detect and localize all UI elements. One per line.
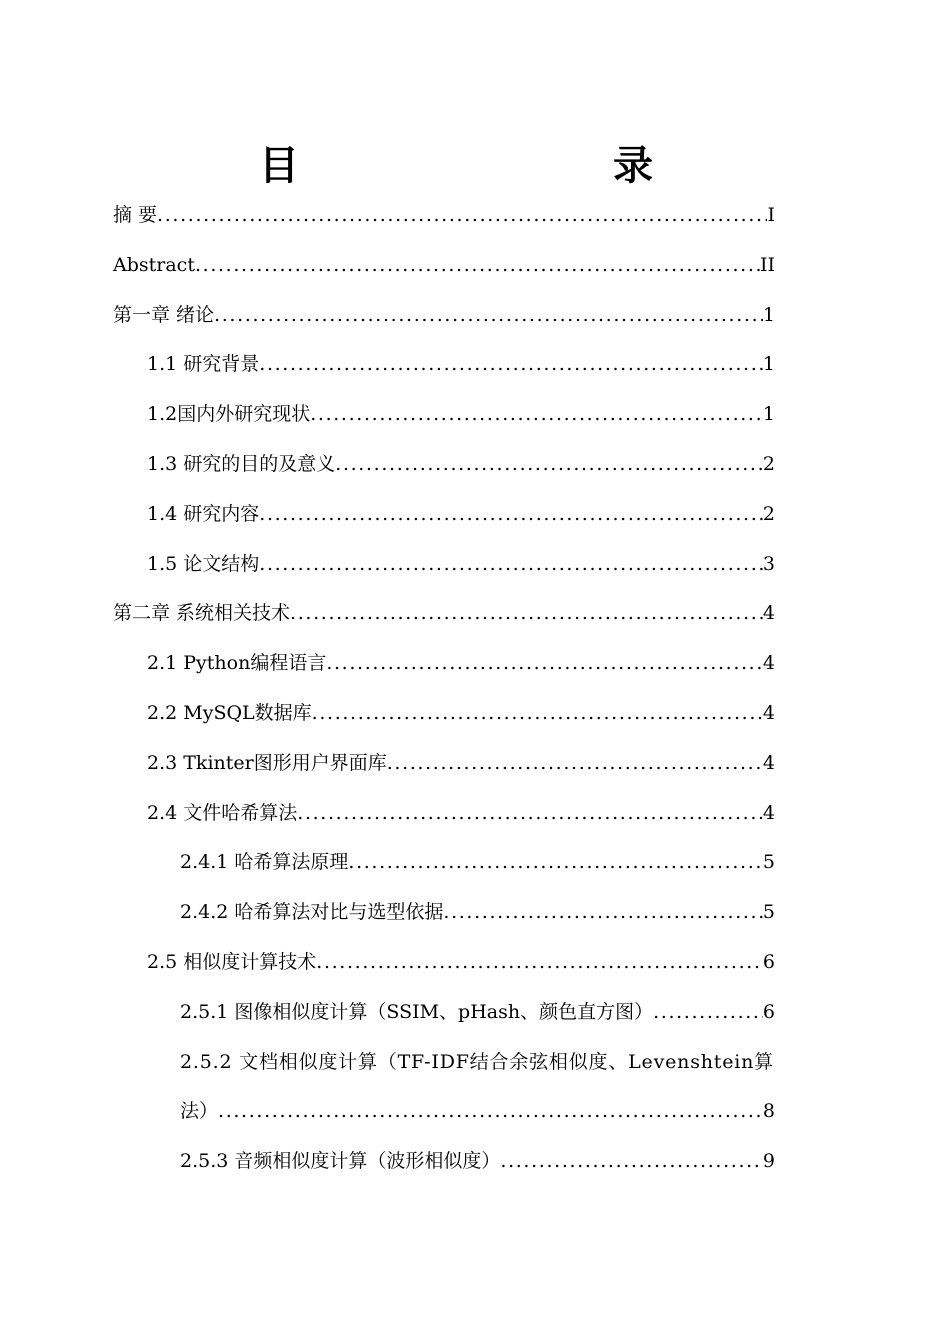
toc-entry-1-1[interactable] xyxy=(113,340,775,390)
toc-entry-text: 1.5 论文结构 xyxy=(147,552,260,575)
toc-dot-leader xyxy=(290,589,763,639)
toc-entry-2-3[interactable] xyxy=(113,739,775,789)
toc-entry-chapter-1[interactable] xyxy=(113,291,775,341)
toc-dot-leader xyxy=(443,888,763,938)
toc-title: 目 录 xyxy=(259,142,731,189)
toc-entry-2-1[interactable] xyxy=(113,639,775,689)
toc-entry-text: 摘 要 xyxy=(113,204,158,226)
toc-dot-leader xyxy=(259,540,763,590)
toc-page-number: 9 xyxy=(762,1150,775,1173)
toc-entry-abstract-en[interactable] xyxy=(113,241,775,291)
toc-entry-text: 2.2 MySQL数据库 xyxy=(147,701,312,724)
toc-dot-leader xyxy=(214,291,763,341)
toc-entry-text: 2.5.1 图像相似度计算（SSIM、pHash、颜色直方图） xyxy=(180,1000,654,1023)
toc-page-number: 6 xyxy=(762,950,775,973)
toc-entry-text: 1.2国内外研究现状 xyxy=(147,403,311,426)
toc-entry-text: 2.5.3 音频相似度计算（波形相似度） xyxy=(180,1150,501,1173)
toc-entry-1-2[interactable] xyxy=(113,390,775,440)
toc-page-number: 4 xyxy=(762,751,775,774)
toc-page-number: 4 xyxy=(762,652,775,675)
toc-dot-leader xyxy=(259,490,763,540)
toc-entry-text-continued: 法） xyxy=(180,1100,219,1123)
toc-page-number: 6 xyxy=(762,1000,775,1023)
toc-entry-1-4[interactable] xyxy=(113,490,775,540)
toc-page-number: 8 xyxy=(762,1100,775,1123)
toc-entry-text: 第二章 系统相关技术 xyxy=(113,602,291,625)
toc-entry-2-4-1[interactable] xyxy=(113,838,775,888)
toc-page-number: 4 xyxy=(762,801,775,824)
toc-dot-leader xyxy=(653,988,763,1038)
toc-entry-abstract-cn[interactable] xyxy=(113,191,775,241)
toc-entry-1-3[interactable] xyxy=(113,440,775,490)
toc-entry-2-4-2[interactable] xyxy=(113,888,775,938)
toc-dot-leader xyxy=(310,390,763,440)
toc-list xyxy=(113,191,775,1187)
toc-dot-leader xyxy=(387,739,763,789)
toc-entry-continuation xyxy=(180,1087,775,1137)
toc-entry-text: 2.5 相似度计算技术 xyxy=(147,950,317,973)
toc-entry-text: 1.4 研究内容 xyxy=(147,502,260,525)
toc-page-number: 5 xyxy=(762,851,775,874)
toc-page-number: 1 xyxy=(762,403,775,426)
toc-entry-1-5[interactable] xyxy=(113,540,775,590)
toc-page-number: 4 xyxy=(762,701,775,724)
toc-entry-2-2[interactable] xyxy=(113,689,775,739)
toc-dot-leader xyxy=(348,838,763,888)
toc-page-number: I xyxy=(767,204,775,226)
toc-dot-leader xyxy=(316,938,763,988)
toc-dot-leader xyxy=(335,440,763,490)
toc-entry-text: Abstract xyxy=(113,253,195,276)
toc-dot-leader xyxy=(312,689,763,739)
toc-entry-text: 2.4 文件哈希算法 xyxy=(147,801,298,824)
toc-page-number: 1 xyxy=(762,353,775,376)
toc-page-number: 3 xyxy=(762,552,775,575)
toc-entry-text: 2.5.2 文档相似度计算（TF-IDF结合余弦相似度、Levenshtein算 xyxy=(180,1050,774,1073)
toc-entry-text: 2.3 Tkinter图形用户界面库 xyxy=(147,751,387,774)
toc-dot-leader xyxy=(259,340,763,390)
toc-entry-2-5[interactable] xyxy=(113,938,775,988)
toc-entry-2-5-1[interactable] xyxy=(113,988,775,1038)
toc-entry-text: 1.1 研究背景 xyxy=(147,353,260,376)
toc-entry-chapter-2[interactable] xyxy=(113,589,775,639)
toc-entry-text: 2.4.2 哈希算法对比与选型依据 xyxy=(180,901,444,924)
toc-entry-text: 1.3 研究的目的及意义 xyxy=(147,452,336,475)
toc-entry-text: 第一章 绪论 xyxy=(113,303,215,326)
toc-entry-2-5-3[interactable] xyxy=(113,1137,775,1187)
toc-page-number: 1 xyxy=(762,303,775,326)
toc-dot-leader xyxy=(195,241,760,291)
toc-entry-2-5-2[interactable] xyxy=(113,1038,775,1138)
toc-page-number: 4 xyxy=(762,602,775,625)
toc-dot-leader xyxy=(157,191,767,241)
toc-entry-2-4[interactable] xyxy=(113,789,775,839)
toc-page-number: II xyxy=(759,253,775,276)
toc-page-number: 5 xyxy=(762,901,775,924)
toc-page-number: 2 xyxy=(762,502,775,525)
toc-dot-leader xyxy=(500,1137,763,1187)
toc-entry-text: 2.4.1 哈希算法原理 xyxy=(180,851,349,874)
toc-entry-text: 2.1 Python编程语言 xyxy=(147,652,327,675)
toc-dot-leader xyxy=(297,789,763,839)
toc-dot-leader xyxy=(326,639,763,689)
toc-page-number: 2 xyxy=(762,452,775,475)
toc-dot-leader xyxy=(218,1087,763,1137)
